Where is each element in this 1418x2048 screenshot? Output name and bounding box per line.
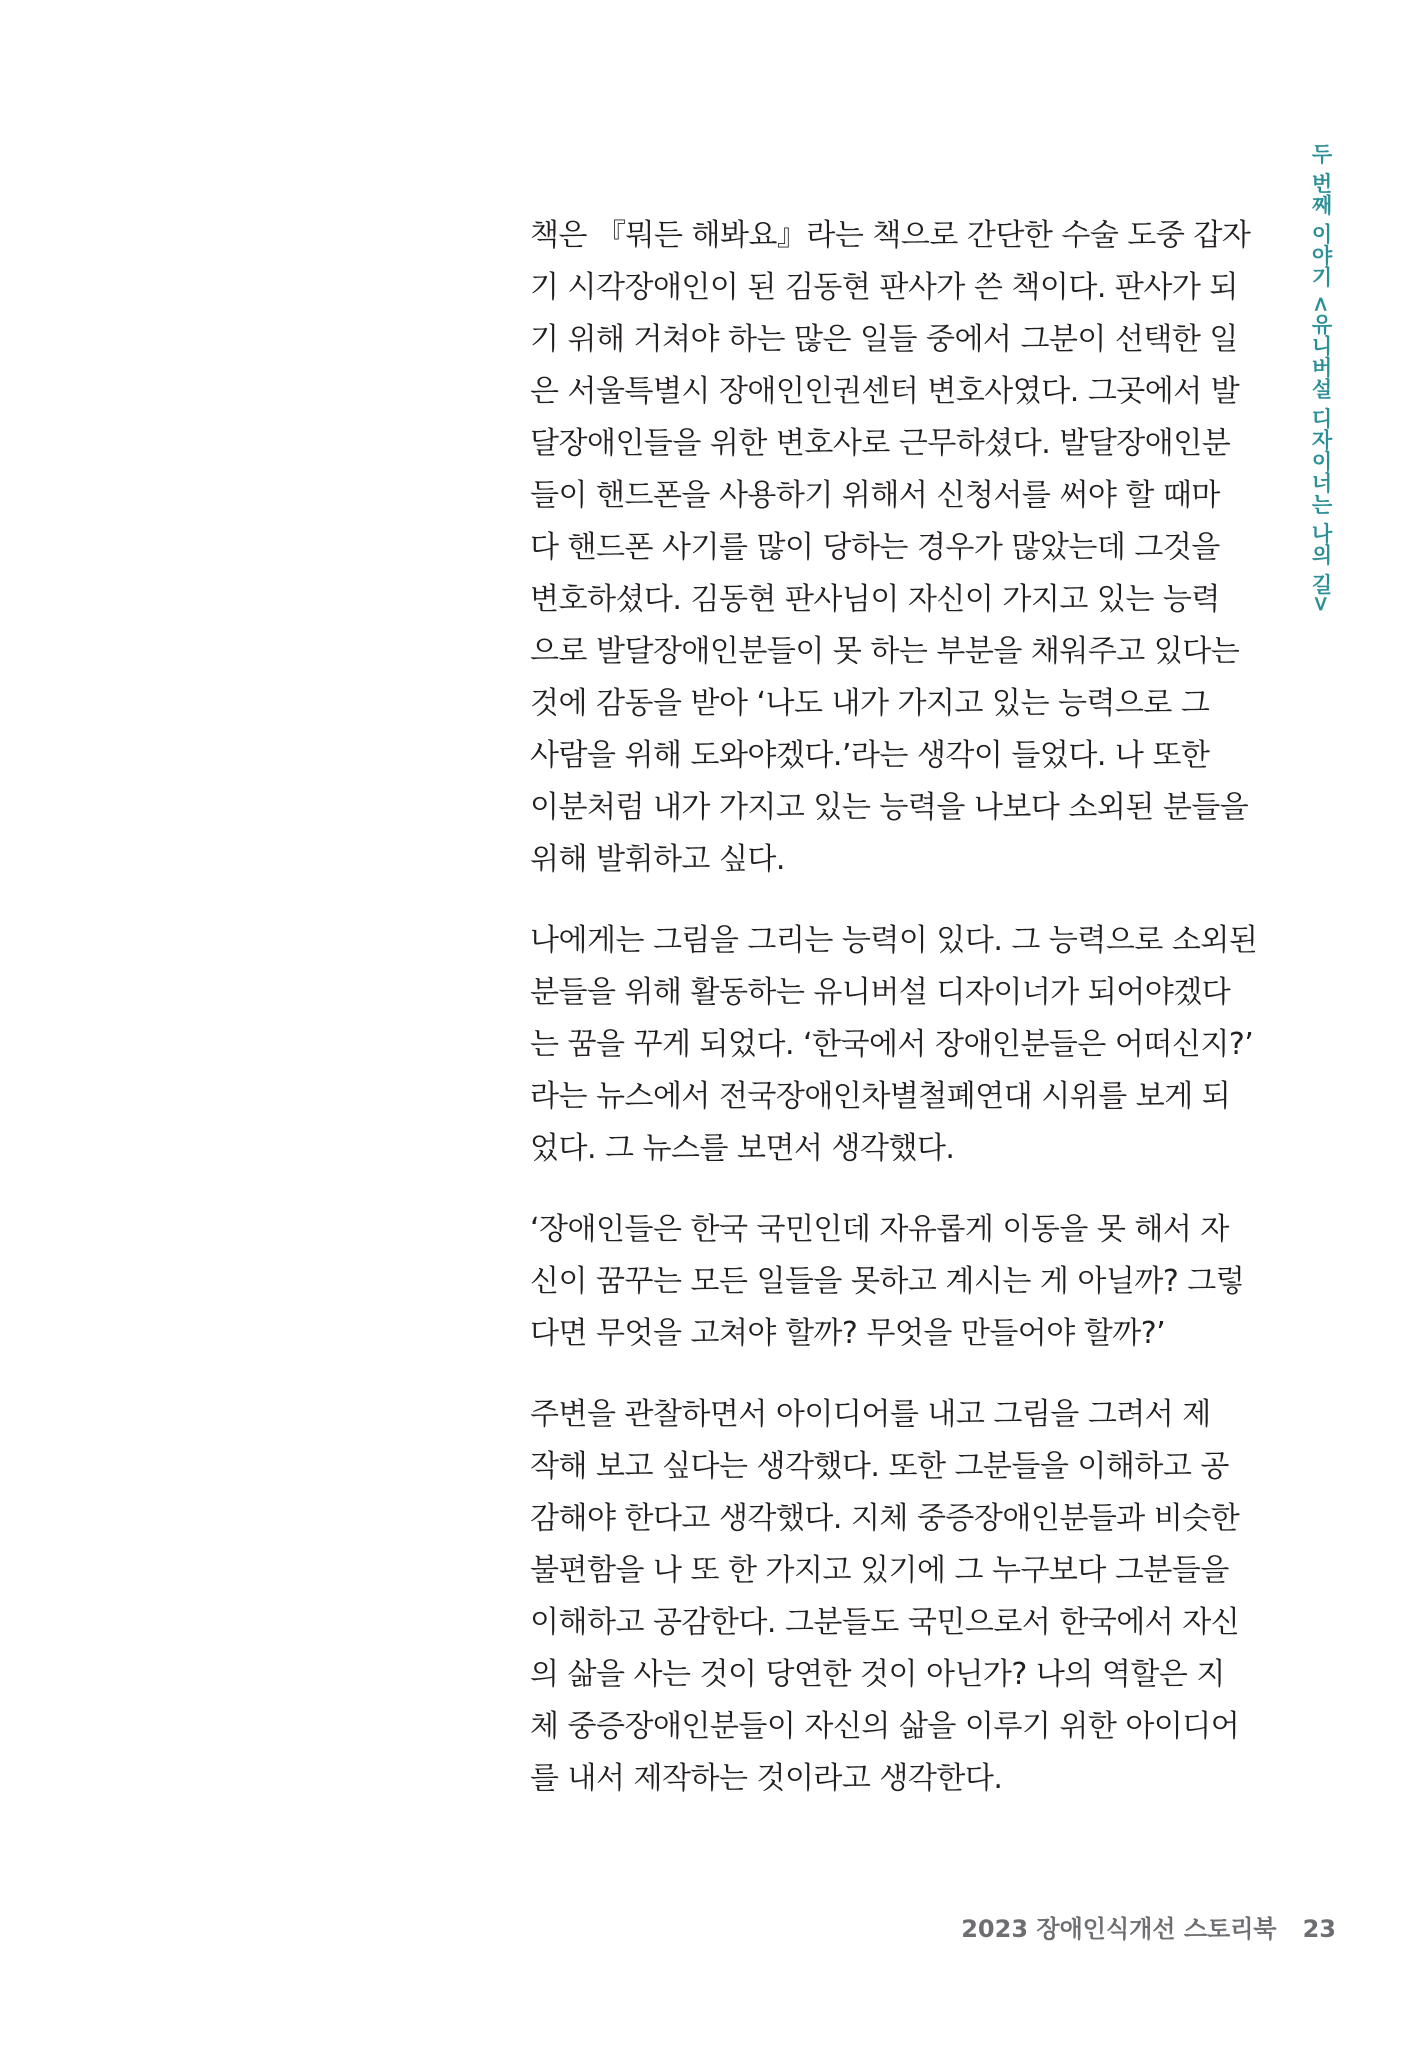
paragraph-3-quote bbox=[530, 1204, 1245, 1360]
chapter-side-title: 두 번째 이야기 <유니버설 디자이너는 나의 길> bbox=[1309, 143, 1333, 614]
text-line: ‘장애인들은 한국 국민인데 자유롭게 이동을 못 해서 자 bbox=[530, 1212, 1229, 1247]
text-line: 라는 뉴스에서 전국장애인차별철폐연대 시위를 보게 되 bbox=[530, 1079, 1231, 1114]
text-line: 이해하고 공감한다. 그분들도 국민으로서 한국에서 자신 bbox=[530, 1605, 1240, 1640]
text-line: 불편함을 나 또 한 가지고 있기에 그 누구보다 그분들을 bbox=[530, 1553, 1229, 1588]
text-line: 감해야 한다고 생각했다. 지체 중증장애인분들과 비슷한 bbox=[530, 1501, 1240, 1536]
text-line: 들이 핸드폰을 사용하기 위해서 신청서를 써야 할 때마 bbox=[530, 478, 1220, 513]
text-line: 은 서울특별시 장애인인권센터 변호사였다. 그곳에서 발 bbox=[530, 374, 1240, 409]
page-number: 23 bbox=[1302, 1915, 1336, 1943]
text-line: 위해 발휘하고 싶다. bbox=[530, 842, 785, 877]
text-line: 작해 보고 싶다는 생각했다. 또한 그분들을 이해하고 공 bbox=[530, 1449, 1229, 1484]
text-line: 었다. 그 뉴스를 보면서 생각했다. bbox=[530, 1131, 955, 1166]
text-line: 것에 감동을 받아 ‘나도 내가 가지고 있는 능력으로 그 bbox=[530, 686, 1210, 721]
text-line: 의 삶을 사는 것이 당연한 것이 아닌가? 나의 역할은 지 bbox=[530, 1657, 1225, 1692]
text-line: 나에게는 그림을 그리는 능력이 있다. 그 능력으로 소외된 bbox=[530, 923, 1258, 958]
text-line: 다 핸드폰 사기를 많이 당하는 경우가 많았는데 그것을 bbox=[530, 530, 1220, 565]
text-line: 는 꿈을 꾸게 되었다. ‘한국에서 장애인분들은 어떠신지?’ bbox=[530, 1027, 1254, 1062]
text-line: 신이 꿈꾸는 모든 일들을 못하고 계시는 게 아닐까? 그렇 bbox=[530, 1264, 1245, 1299]
text-line: 변호하셨다. 김동현 판사님이 자신이 가지고 있는 능력 bbox=[530, 582, 1220, 617]
text-line: 으로 발달장애인분들이 못 하는 부분을 채워주고 있다는 bbox=[530, 634, 1240, 669]
footer-book-title: 2023 장애인식개선 스토리북 bbox=[961, 1915, 1277, 1943]
text-line: 기 시각장애인이 된 김동현 판사가 쓴 책이다. 판사가 되 bbox=[530, 270, 1238, 305]
text-line: 기 위해 거쳐야 하는 많은 일들 중에서 그분이 선택한 일 bbox=[530, 322, 1238, 357]
paragraph-1 bbox=[530, 210, 1251, 886]
text-line: 분들을 위해 활동하는 유니버설 디자이너가 되어야겠다 bbox=[530, 975, 1231, 1010]
text-line: 다면 무엇을 고쳐야 할까? 무엇을 만들어야 할까?’ bbox=[530, 1316, 1166, 1351]
paragraph-4 bbox=[530, 1389, 1240, 1805]
text-line: 를 내서 제작하는 것이라고 생각한다. bbox=[530, 1761, 1003, 1796]
text-line: 사람을 위해 도와야겠다.’라는 생각이 들었다. 나 또한 bbox=[530, 738, 1210, 773]
text-line: 주변을 관찰하면서 아이디어를 내고 그림을 그려서 제 bbox=[530, 1397, 1211, 1432]
text-line: 이분처럼 내가 가지고 있는 능력을 나보다 소외된 분들을 bbox=[530, 790, 1249, 825]
text-line: 달장애인들을 위한 변호사로 근무하셨다. 발달장애인분 bbox=[530, 426, 1231, 461]
body-text bbox=[530, 210, 1258, 1834]
text-line: 책은 『뭐든 해봐요』라는 책으로 간단한 수술 도중 갑자 bbox=[530, 218, 1251, 253]
page-footer bbox=[961, 1909, 1336, 1944]
text-line: 체 중증장애인분들이 자신의 삶을 이루기 위한 아이디어 bbox=[530, 1709, 1240, 1744]
paragraph-2 bbox=[530, 915, 1258, 1175]
